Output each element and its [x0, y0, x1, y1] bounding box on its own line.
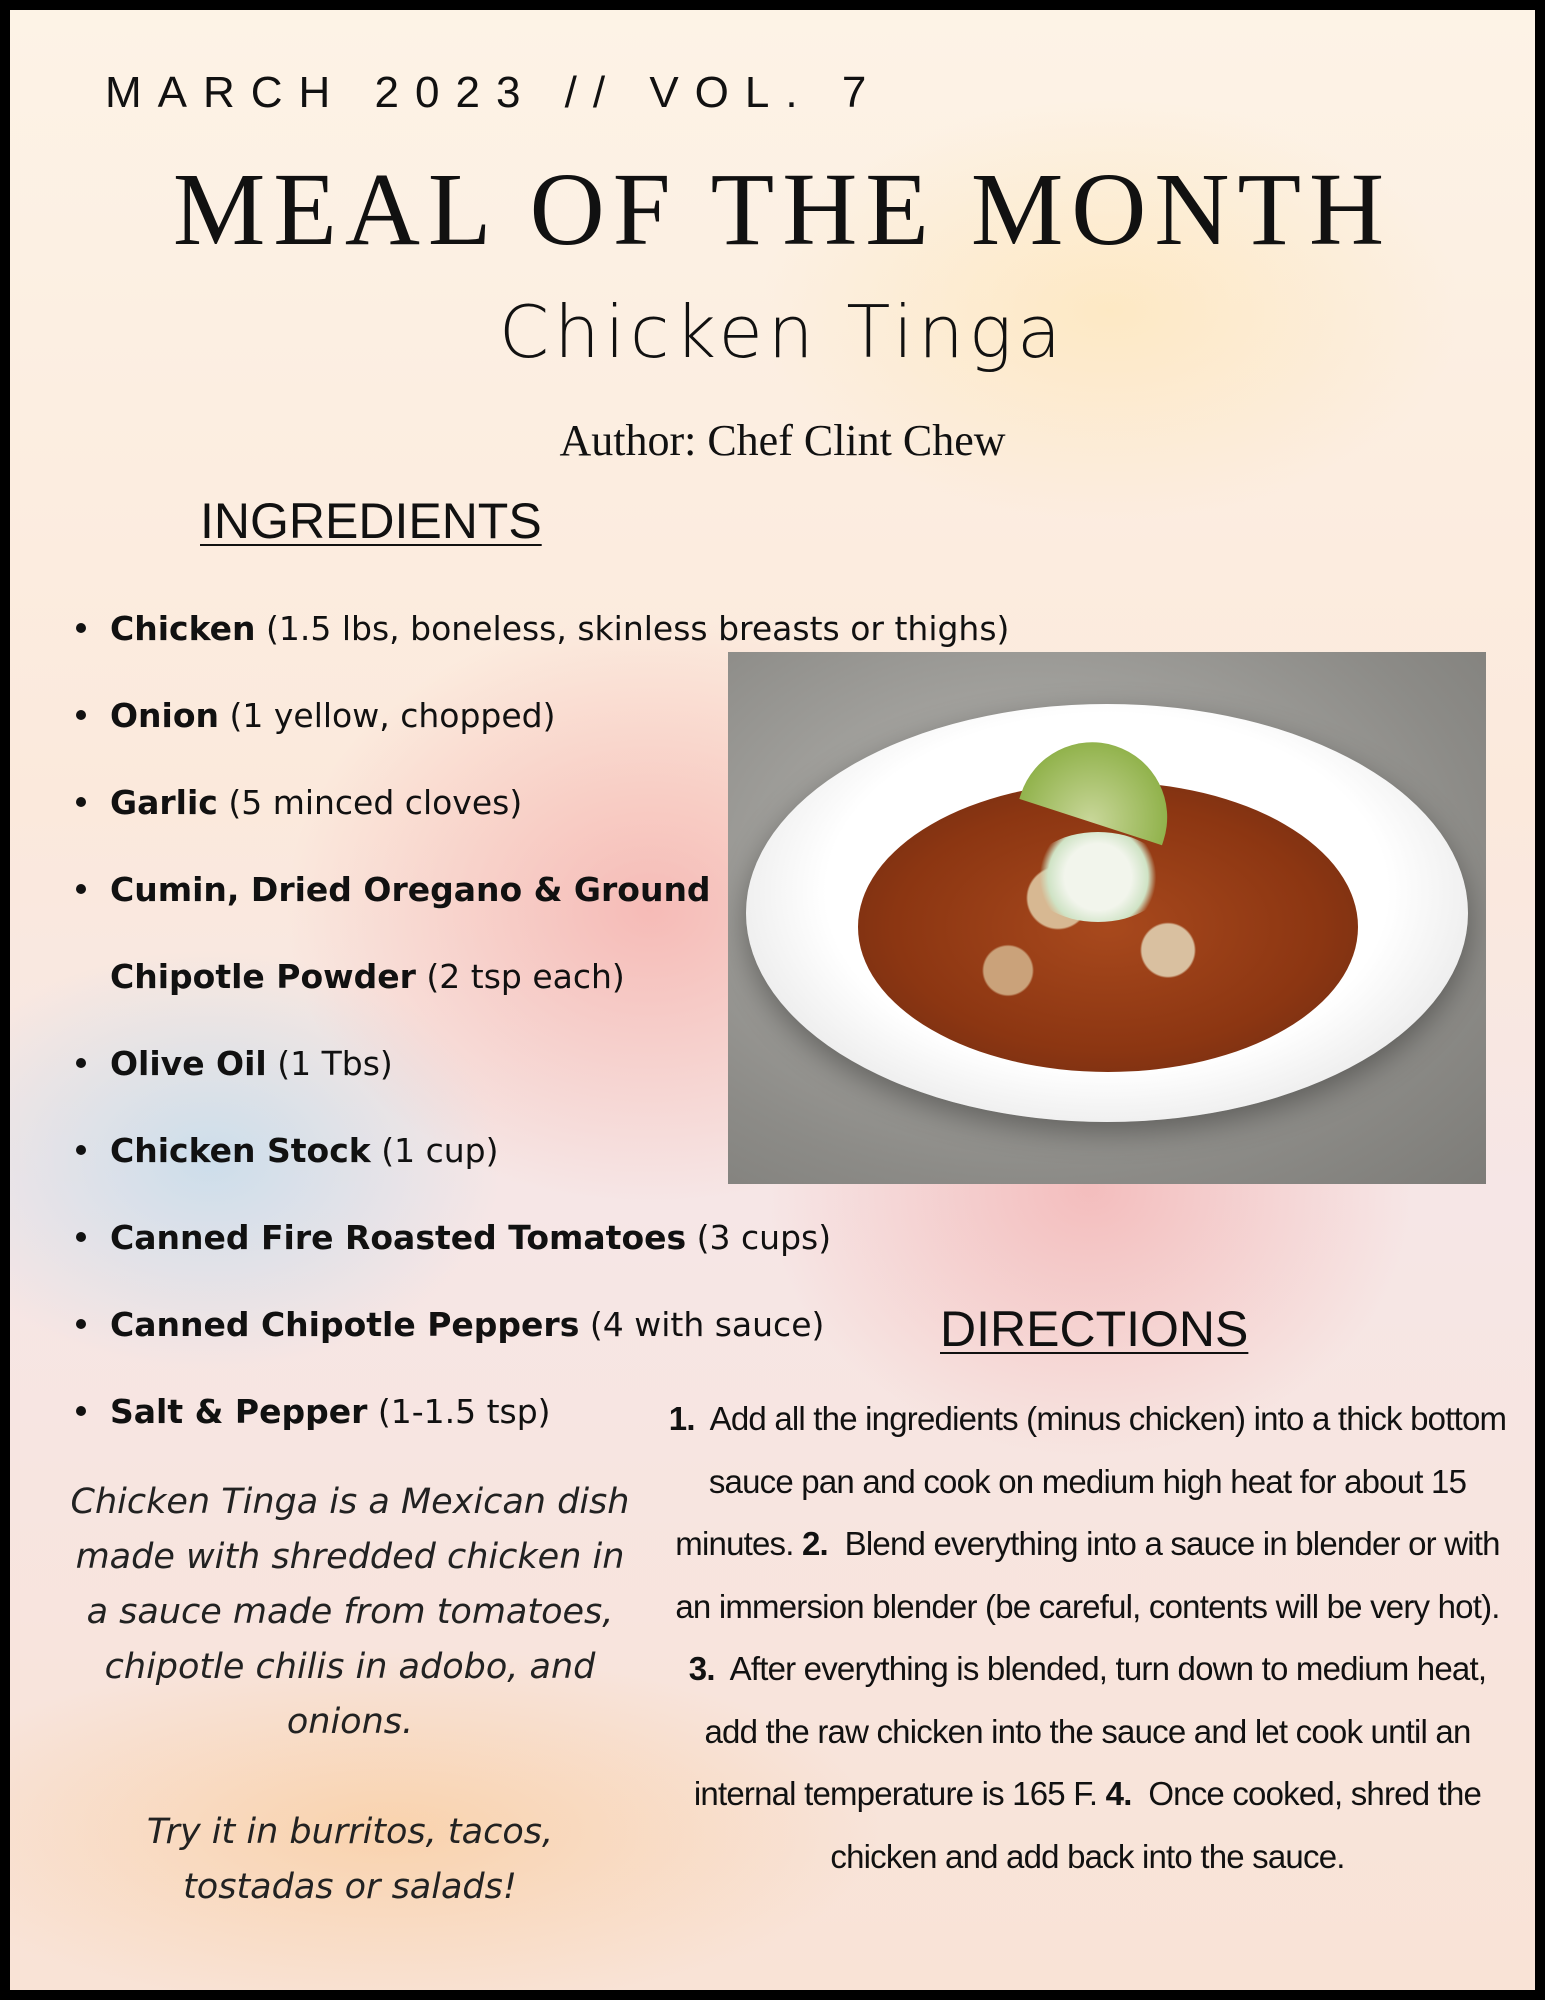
chicken-tinga-photo: [728, 652, 1486, 1184]
step-text: Add all the ingredients (minus chicken) into a thick bottom sauce pan and cook on medium high heat for about 15 minutes.: [675, 1400, 1507, 1562]
onion-garnish-shape: [1028, 832, 1168, 922]
step-number: 3.: [688, 1650, 715, 1687]
author-line: Author: Chef Clint Chew: [559, 416, 1006, 465]
recipe-description: Chicken Tinga is a Mexican dish made with shredded chicken in a sauce made from tomatoes, chipotle chilis in adobo, and onions.: [70, 1482, 630, 1742]
recipe-name: Chicken Tinga: [498, 290, 1067, 374]
recipe-blurb: [70, 1475, 630, 1970]
ingredient-item: Chicken Stock (1 cup): [70, 1107, 970, 1194]
ingredient-item: Olive Oil (1 Tbs): [70, 1020, 970, 1107]
page-title: MEAL OF THE MONTH: [172, 152, 1393, 267]
ingredient-item: Salt & Pepper (1-1.5 tsp): [70, 1368, 970, 1455]
issue-line: MARCH 2023 // VOL. 7: [105, 68, 883, 117]
step-text: Blend everything into a sauce in blender or with an immersion blender (be careful, contents will be very hot).: [675, 1525, 1500, 1625]
step-number: 2.: [802, 1525, 828, 1562]
directions-heading: DIRECTIONS: [940, 1301, 1249, 1357]
ingredient-item: Canned Chipotle Peppers (4 with sauce): [70, 1281, 970, 1368]
directions-text: [665, 1388, 1510, 1888]
step-text: Once cooked, shred the chicken and add back into the sauce.: [830, 1775, 1482, 1875]
step-number: 4.: [1105, 1775, 1132, 1812]
ingredient-item: Cumin, Dried Oregano & Ground Chipotle Powder (2 tsp each): [70, 846, 750, 1020]
step-text: After everything is blended, turn down to medium heat, add the raw chicken into the sauce and let cook until an internal temperature is 165 F.: [693, 1650, 1487, 1812]
ingredients-heading: INGREDIENTS: [200, 493, 542, 549]
ingredient-item: Garlic (5 minced cloves): [70, 759, 970, 846]
step-number: 1.: [668, 1400, 695, 1437]
serving-suggestion: Try it in burritos, tacos, tostadas or salads!: [146, 1812, 554, 1907]
ingredient-item: Canned Fire Roasted Tomatoes (3 cups): [70, 1194, 970, 1281]
ingredient-item: Onion (1 yellow, chopped): [70, 672, 970, 759]
ingredient-item: Chicken (1.5 lbs, boneless, skinless breasts or thighs): [70, 585, 970, 672]
